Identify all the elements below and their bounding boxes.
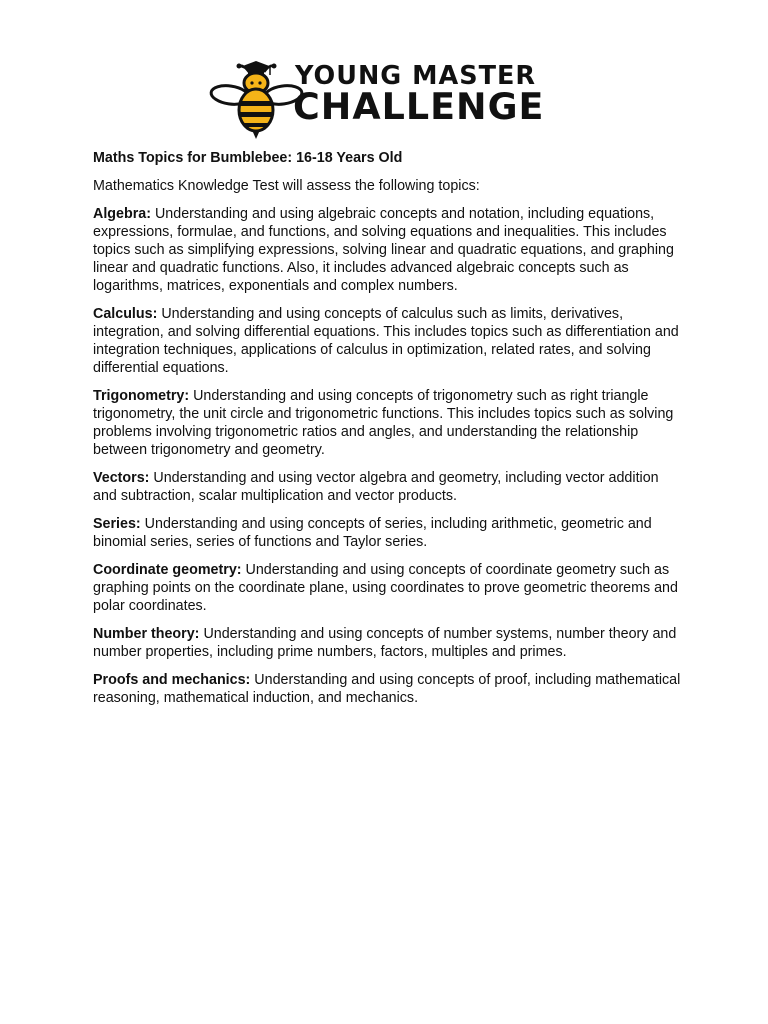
topic-series (93, 515, 683, 551)
document-body (93, 149, 683, 717)
topic-calculus (93, 305, 683, 377)
topic-description: Understanding and using algebraic concepts and notation, including equations, expressions, formulae, and functions, and solving equations and inequalities. This includes topics such as simplifying expressions, solving linear and quadratic equations, and graphing linear and quadratic functions. Also, it includes advanced algebraic concepts such as logarithms, matrices, exponentials and complex numbers. (93, 206, 674, 294)
brand-logo (209, 58, 554, 140)
bee-mascot-icon (209, 58, 304, 140)
topic-description: Understanding and using concepts of number systems, number theory and number properties, including prime numbers, factors, multiples and primes. (93, 626, 677, 660)
topic-name: Calculus: (93, 306, 158, 322)
topic-proofs-and-mechanics (93, 671, 683, 707)
topic-number-theory (93, 625, 683, 661)
document-intro: Mathematics Knowledge Test will assess the following topics: (93, 178, 480, 194)
logo-title-line2: CHALLENGE (293, 85, 545, 128)
topic-trigonometry (93, 387, 683, 459)
logo-title-line1: YOUNG MASTER (295, 61, 537, 91)
topic-description: Understanding and using vector algebra and geometry, including vector addition and subtraction, scalar multiplication and vector products. (93, 470, 659, 504)
topic-name: Algebra: (93, 206, 151, 222)
topic-algebra (93, 205, 683, 295)
topic-description: Understanding and using concepts of series, including arithmetic, geometric and binomial series, series of functions and Taylor series. (93, 516, 652, 550)
topic-description: Understanding and using concepts of calculus such as limits, derivatives, integration, and solving differential equations. This includes topics such as differentiation and integration techniques, applications of calculus in optimization, related rates, and solving differential equations. (93, 306, 679, 376)
topic-description: Understanding and using concepts of trigonometry such as right triangle trigonometry, the unit circle and trigonometric functions. This includes topics such as solving problems involving trigonometric ratios and angles, and understanding the relationship between trigonometry and geometry. (93, 388, 674, 458)
topic-coordinate-geometry (93, 561, 683, 615)
topic-description: Understanding and using concepts of proof, including mathematical reasoning, mathematical induction, and mechanics. (93, 672, 681, 706)
topic-name: Coordinate geometry: (93, 562, 242, 578)
topic-description: Understanding and using concepts of coordinate geometry such as graphing points on the coordinate plane, using coordinates to prove geometric theorems and polar coordinates. (93, 562, 678, 614)
topic-name: Proofs and mechanics: (93, 672, 251, 688)
topic-vectors (93, 469, 683, 505)
topic-name: Number theory: (93, 626, 200, 642)
topic-name: Vectors: (93, 470, 150, 486)
topic-name: Trigonometry: (93, 388, 190, 404)
topic-name: Series: (93, 516, 141, 532)
document-title: Maths Topics for Bumblebee: 16-18 Years Old (93, 150, 403, 166)
